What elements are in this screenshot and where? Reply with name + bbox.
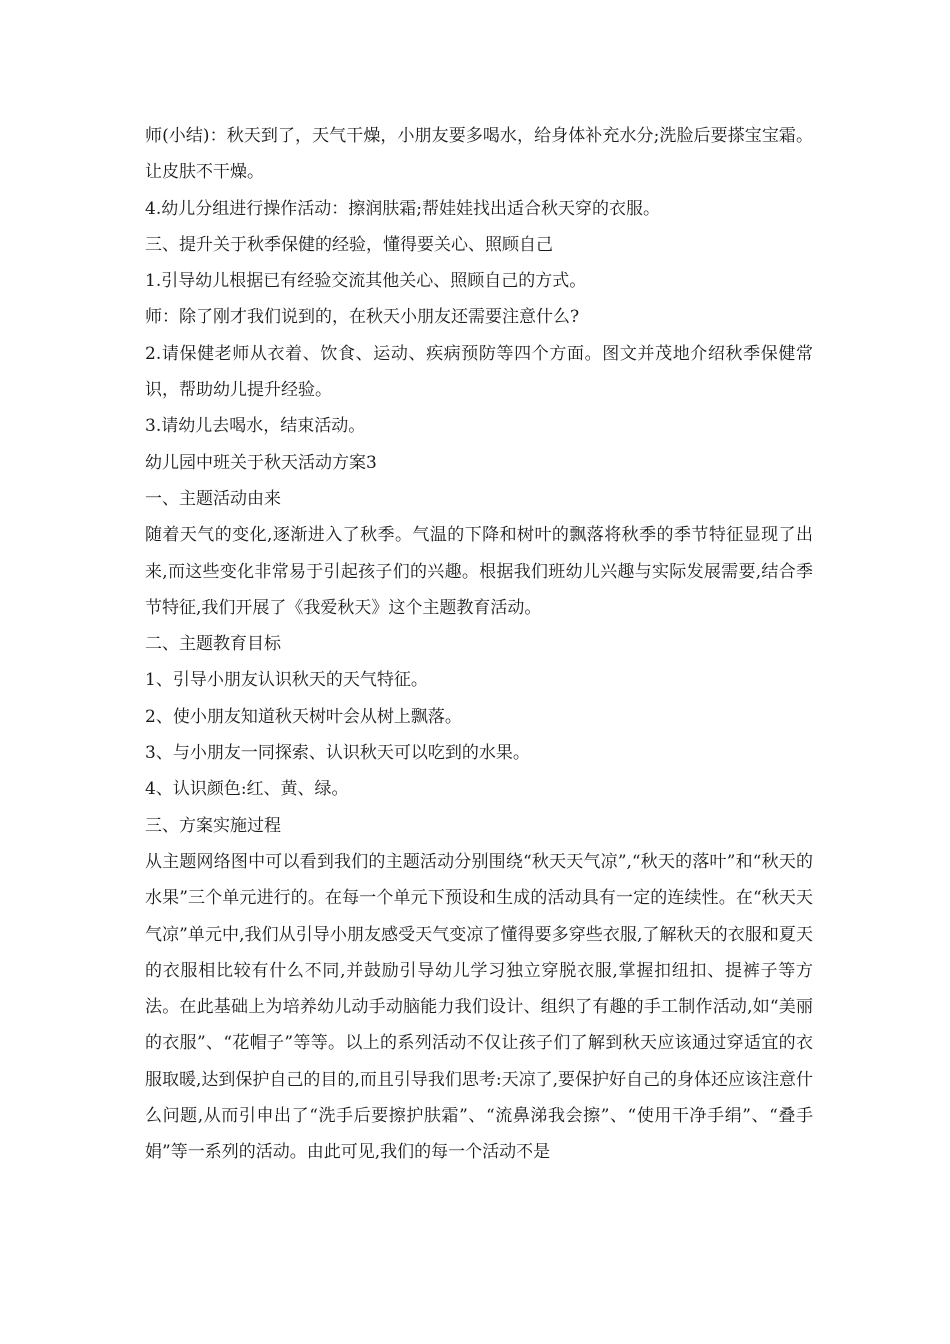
paragraph-teacher-summary: 师(小结)：秋天到了，天气干燥，小朋友要多喝水，给身体补充水分;洗脸后要搽宝宝霜。让皮肤不干燥。 bbox=[145, 126, 813, 183]
paragraph-step-2: 2.请保健老师从衣着、饮食、运动、疾病预防等四个方面。图文并茂地介绍秋季保健常识，帮助幼儿提升经验。 bbox=[145, 343, 813, 401]
paragraph-origin: 随着天气的变化,逐渐进入了秋季。气温的下降和树叶的飘落将秋季的季节特征显现了出来,而这些变化非常易于引起孩子们的兴趣。根据我们班幼儿兴趣与实际发展需要,结合季节特征,我们开展了《我爱秋天》这个主题教育活动。 bbox=[145, 525, 813, 618]
section-heading-process: 三、方案实施过程 bbox=[145, 815, 281, 836]
paragraph-step-1: 1.引导幼儿根据已有经验交流其他关心、照顾自己的方式。 bbox=[145, 271, 587, 292]
section-heading-3: 三、提升关于秋季保健的经验，懂得要关心、照顾自己 bbox=[145, 234, 553, 255]
section-heading-goals: 二、主题教育目标 bbox=[145, 634, 281, 655]
document-body bbox=[145, 118, 813, 1171]
paragraph-step-3: 3.请幼儿去喝水，结束活动。 bbox=[145, 416, 366, 437]
goal-item-1: 1、引导小朋友认识秋天的天气特征。 bbox=[145, 670, 428, 691]
goal-item-2: 2、使小朋友知道秋天树叶会从树上飘落。 bbox=[145, 706, 462, 727]
paragraph-teacher-question: 师：除了刚才我们说到的，在秋天小朋友还需要注意什么? bbox=[145, 307, 580, 328]
plan-title: 幼儿园中班关于秋天活动方案3 bbox=[145, 452, 377, 473]
paragraph-process: 从主题网络图中可以看到我们的主题活动分别围绕“秋天天气凉”,“秋天的落叶”和“秋天的水果”三个单元进行的。在每一个单元下预设和生成的活动具有一定的连续性。在“秋天天气凉”单元中,我们从引导小朋友感受天气变凉了懂得要多穿些衣服,了解秋天的衣服和夏天的衣服相比较有什么不同,并鼓励引导幼儿学习独立穿脱衣服,掌握扣纽扣、提裤子等方法。在此基础上为培养幼儿动手动脑能力我们设计、组织了有趣的手工制作活动,如“美丽的衣服”、“花帽子”等等。以上的系列活动不仅让孩子们了解到秋天应该通过穿适宜的衣服取暖,达到保护自己的目的,而且引导我们思考:天凉了,要保护好自己的身体还应该注意什么问题,从而引申出了“洗手后要擦护肤霜”、“流鼻涕我会擦”、“使用干净手绢”、“叠手娟”等一系列的活动。由此可见,我们的每一个活动不是 bbox=[145, 851, 813, 1163]
paragraph-step-4: 4.幼儿分组进行操作活动：擦润肤霜;帮娃娃找出适合秋天穿的衣服。 bbox=[145, 198, 660, 219]
goal-item-4: 4、认识颜色:红、黄、绿。 bbox=[145, 779, 349, 800]
section-heading-origin: 一、主题活动由来 bbox=[145, 488, 281, 509]
goal-item-3: 3、与小朋友一同探索、认识秋天可以吃到的水果。 bbox=[145, 743, 530, 764]
